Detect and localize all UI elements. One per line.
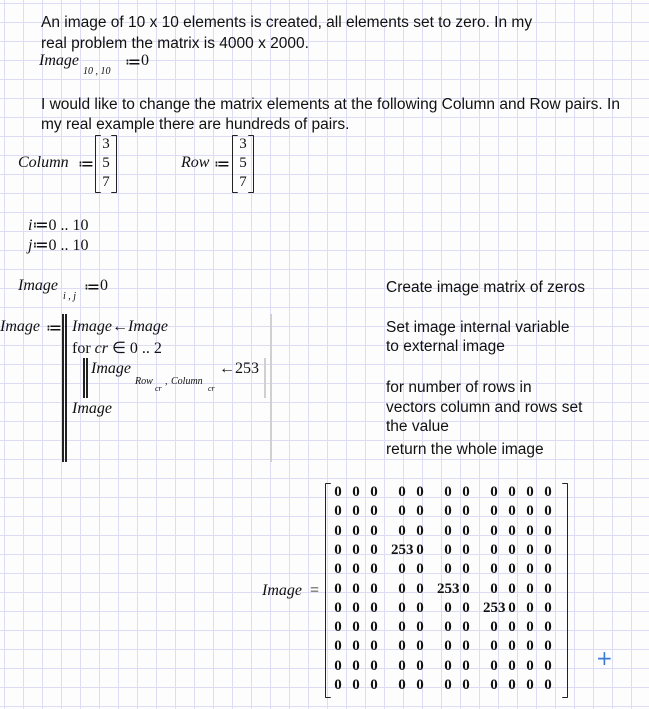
matrix-cell: 0 <box>352 599 360 616</box>
matrix-cell: 0 <box>508 484 516 500</box>
matrix-cell: 0 <box>526 599 534 616</box>
matrix-cell: 0 <box>508 657 516 674</box>
matrix-cell: 0 <box>462 657 470 674</box>
matrix-cell: 0 <box>370 580 378 597</box>
matrix-cell: 0 <box>416 599 424 616</box>
matrix-cell: 0 <box>490 580 498 597</box>
matrix-cell: 0 <box>508 541 516 558</box>
program-line-3-sub-column: Column <box>171 376 203 387</box>
matrix-cell: 0 <box>334 638 342 655</box>
matrix-cell: 0 <box>352 657 360 674</box>
program-line-3-sub-row: Row <box>135 376 153 387</box>
column-value-3: 7 <box>102 174 110 190</box>
matrix-cell: 0 <box>544 561 552 578</box>
image-zero-var: Image <box>18 277 58 294</box>
comment-return: return the whole image <box>386 441 544 458</box>
program-line-3-arrow: ← <box>219 360 235 377</box>
matrix-cell: 0 <box>490 561 498 578</box>
image-var: Image <box>39 52 79 69</box>
matrix-cell: 0 <box>444 541 452 558</box>
matrix-cell: 0 <box>352 677 360 693</box>
matrix-cell: 0 <box>462 638 470 655</box>
matrix-cell: 0 <box>462 561 470 578</box>
matrix-cell: 0 <box>544 522 552 539</box>
matrix-cell: 0 <box>508 522 516 539</box>
matrix-cell: 0 <box>462 484 470 500</box>
range-j-definition[interactable] <box>28 235 88 255</box>
matrix-cell: 0 <box>398 638 406 655</box>
comment-set-internal-1: Set image internal variable <box>386 319 570 336</box>
program-bar-inner-1 <box>83 358 85 398</box>
matrix-cell: 0 <box>462 599 470 616</box>
matrix-cell: 0 <box>398 599 406 616</box>
matrix-cell: 0 <box>370 561 378 578</box>
matrix-cell: 0 <box>416 522 424 539</box>
program-loop-var: cr <box>94 340 108 357</box>
matrix-cell: 0 <box>416 580 424 597</box>
matrix-cell: 0 <box>508 599 516 616</box>
result-var: Image <box>262 582 302 599</box>
program-line-3 <box>91 360 271 396</box>
matrix-cell: 0 <box>508 619 516 636</box>
matrix-cell: 0 <box>370 677 378 693</box>
matrix-cell: 0 <box>490 619 498 636</box>
matrix-cell: 0 <box>544 503 552 520</box>
matrix-cell: 0 <box>370 657 378 674</box>
para2-line-2: my real example there are hundreds of pairs. <box>41 116 350 133</box>
plus-icon[interactable]: + <box>596 646 613 670</box>
matrix-cell: 0 <box>334 657 342 674</box>
column-var: Column <box>18 154 69 171</box>
matrix-cell: 0 <box>416 503 424 520</box>
matrix-cell: 0 <box>416 561 424 578</box>
matrix-cell: 0 <box>544 599 552 616</box>
matrix-cell: 0 <box>526 561 534 578</box>
column-value-1: 3 <box>102 136 110 152</box>
program-assign: ≔ <box>46 320 62 337</box>
program-bar-outer-2 <box>65 314 67 462</box>
matrix-cell: 0 <box>334 484 342 500</box>
matrix-cell: 0 <box>398 484 406 500</box>
program-bar-inner-2 <box>86 358 88 398</box>
matrix-cell: 0 <box>490 657 498 674</box>
result-evaluation[interactable] <box>262 482 572 702</box>
matrix-cell: 0 <box>416 657 424 674</box>
matrix-cell: 0 <box>352 619 360 636</box>
matrix-cell: 0 <box>334 522 342 539</box>
matrix-cell: 0 <box>334 599 342 616</box>
matrix-cell: 0 <box>352 503 360 520</box>
matrix-cell: 0 <box>416 638 424 655</box>
image-size-subscript: 10 , 10 <box>83 66 111 77</box>
matrix-cell: 253 <box>437 580 460 597</box>
comment-loop-2: vectors column and rows set <box>386 399 583 416</box>
matrix-cell: 0 <box>490 677 498 693</box>
matrix-cell: 0 <box>508 580 516 597</box>
column-vector-definition[interactable] <box>18 134 168 194</box>
row-right-bracket <box>248 135 254 193</box>
range-i-assign: ≔ <box>32 217 49 234</box>
matrix-cell: 0 <box>370 638 378 655</box>
column-right-bracket <box>111 135 117 193</box>
matrix-cell: 0 <box>444 619 452 636</box>
intro-line-2: real problem the matrix is 4000 x 2000. <box>41 35 309 52</box>
matrix-cell: 0 <box>334 580 342 597</box>
matrix-cell: 0 <box>398 580 406 597</box>
program-definition[interactable] <box>0 312 280 464</box>
matrix-cell: 0 <box>526 638 534 655</box>
matrix-cell: 0 <box>398 619 406 636</box>
matrix-cell: 0 <box>526 503 534 520</box>
matrix-cell: 0 <box>544 677 552 693</box>
matrix-cell: 0 <box>370 619 378 636</box>
matrix-cell: 0 <box>352 561 360 578</box>
result-equals: = <box>310 582 320 599</box>
matrix-cell: 0 <box>398 561 406 578</box>
matrix-cell: 0 <box>416 484 424 500</box>
image-zero-assign: ≔ <box>84 279 100 296</box>
matrix-cell: 253 <box>483 599 506 616</box>
matrix-cell: 0 <box>490 541 498 558</box>
matrix-cell: 0 <box>462 580 470 597</box>
matrix-cell: 0 <box>490 638 498 655</box>
image-size-value: 0 <box>141 52 149 69</box>
program-element-of: ∈ <box>111 340 126 357</box>
matrix-cell: 0 <box>416 541 424 558</box>
matrix-cell: 0 <box>462 541 470 558</box>
matrix-cell: 0 <box>508 638 516 655</box>
matrix-cell: 0 <box>444 503 452 520</box>
row-value-2: 5 <box>239 155 247 171</box>
matrix-cell: 0 <box>334 561 342 578</box>
matrix-cell: 0 <box>416 619 424 636</box>
program-line-2 <box>72 338 162 358</box>
matrix-cell: 0 <box>370 503 378 520</box>
matrix-cell: 0 <box>444 522 452 539</box>
matrix-cell: 0 <box>416 677 424 693</box>
matrix-cell: 0 <box>398 503 406 520</box>
range-i-value: 0 .. 10 <box>48 217 89 234</box>
matrix-cell: 0 <box>444 484 452 500</box>
matrix-cell: 0 <box>444 561 452 578</box>
assign-operator: ≔ <box>125 54 141 71</box>
comment-set-internal-2: to external image <box>386 338 505 355</box>
image-zero-subscript: i , j <box>63 291 77 302</box>
program-line-3-var: Image <box>91 360 131 377</box>
matrix-cell: 0 <box>490 503 498 520</box>
matrix-cell: 0 <box>352 580 360 597</box>
matrix-cell: 0 <box>370 541 378 558</box>
matrix-cell: 0 <box>398 677 406 693</box>
row-value-1: 3 <box>239 136 247 152</box>
matrix-cell: 0 <box>508 503 516 520</box>
program-line-4-return: Image <box>72 400 112 417</box>
matrix-cell: 0 <box>544 580 552 597</box>
matrix-cell: 253 <box>391 541 414 558</box>
range-i-var: i <box>28 217 33 234</box>
column-assign: ≔ <box>78 156 94 173</box>
range-j-assign: ≔ <box>32 237 49 254</box>
image-zero-value: 0 <box>100 277 108 294</box>
matrix-cell: 0 <box>508 677 516 693</box>
program-line-1-lhs: Image <box>72 318 112 335</box>
row-var: Row <box>181 154 210 171</box>
matrix-cell: 0 <box>544 638 552 655</box>
matrix-cell: 0 <box>444 638 452 655</box>
matrix-cell: 0 <box>334 619 342 636</box>
comment-loop-1: for number of rows in <box>386 379 532 396</box>
matrix-cell: 0 <box>352 522 360 539</box>
matrix-cell: 0 <box>334 541 342 558</box>
intro-line-1: An image of 10 x 10 elements is created, all elements set to zero. In my <box>41 14 533 31</box>
matrix-cell: 0 <box>544 484 552 500</box>
matrix-cell: 0 <box>526 484 534 500</box>
matrix-cell: 0 <box>526 580 534 597</box>
matrix-cell: 0 <box>444 657 452 674</box>
para2-line-1: I would like to change the matrix elements at the following Column and Row pairs. In <box>41 96 620 113</box>
program-line-3-comma: , <box>165 376 168 387</box>
matrix-cell: 0 <box>352 484 360 500</box>
matrix-cell: 0 <box>544 619 552 636</box>
program-lhs: Image <box>0 318 40 335</box>
row-vector-definition[interactable] <box>181 134 301 194</box>
matrix-cell: 0 <box>462 677 470 693</box>
comment-loop-3: the value <box>386 418 449 435</box>
matrix-cell: 0 <box>544 657 552 674</box>
matrix-cell: 0 <box>352 541 360 558</box>
comment-create-zeros: Create image matrix of zeros <box>386 279 585 296</box>
program-line-3-sub-column-cr: cr <box>208 384 215 393</box>
program-line-1 <box>72 318 168 336</box>
matrix-cell: 0 <box>352 638 360 655</box>
matrix-cell: 0 <box>508 561 516 578</box>
matrix-cell: 0 <box>334 677 342 693</box>
matrix-cell: 0 <box>526 619 534 636</box>
result-right-bracket <box>562 483 568 698</box>
matrix-cell: 0 <box>526 522 534 539</box>
matrix-cell: 0 <box>462 619 470 636</box>
matrix-cell: 0 <box>370 599 378 616</box>
matrix-cell: 0 <box>334 503 342 520</box>
program-line-1-arrow: ← <box>111 318 128 335</box>
matrix-cell: 0 <box>444 599 452 616</box>
matrix-cell: 0 <box>526 541 534 558</box>
program-line-3-value: 253 <box>235 360 259 377</box>
program-for-keyword: for <box>72 340 91 357</box>
row-assign: ≔ <box>214 156 230 173</box>
range-j-var: j <box>28 237 33 254</box>
matrix-cell: 0 <box>544 541 552 558</box>
matrix-cell: 0 <box>370 484 378 500</box>
matrix-cell: 0 <box>444 677 452 693</box>
matrix-cell: 0 <box>370 522 378 539</box>
matrix-cell: 0 <box>526 677 534 693</box>
matrix-cell: 0 <box>490 484 498 500</box>
column-value-2: 5 <box>102 155 110 171</box>
matrix-cell: 0 <box>490 522 498 539</box>
row-value-3: 7 <box>239 174 247 190</box>
matrix-cell: 0 <box>462 522 470 539</box>
matrix-cell: 0 <box>398 522 406 539</box>
program-line-1-rhs: Image <box>127 318 168 335</box>
range-j-value: 0 .. 10 <box>48 237 89 254</box>
matrix-cell: 0 <box>526 657 534 674</box>
program-line-3-sub-row-cr: cr <box>155 384 162 393</box>
image-zero-definition[interactable] <box>18 277 118 305</box>
program-bar-outer-1 <box>62 314 64 462</box>
matrix-cell: 0 <box>462 503 470 520</box>
matrix-cell: 0 <box>398 657 406 674</box>
program-loop-range: 0 .. 2 <box>129 340 162 357</box>
range-i-definition[interactable] <box>28 215 88 235</box>
